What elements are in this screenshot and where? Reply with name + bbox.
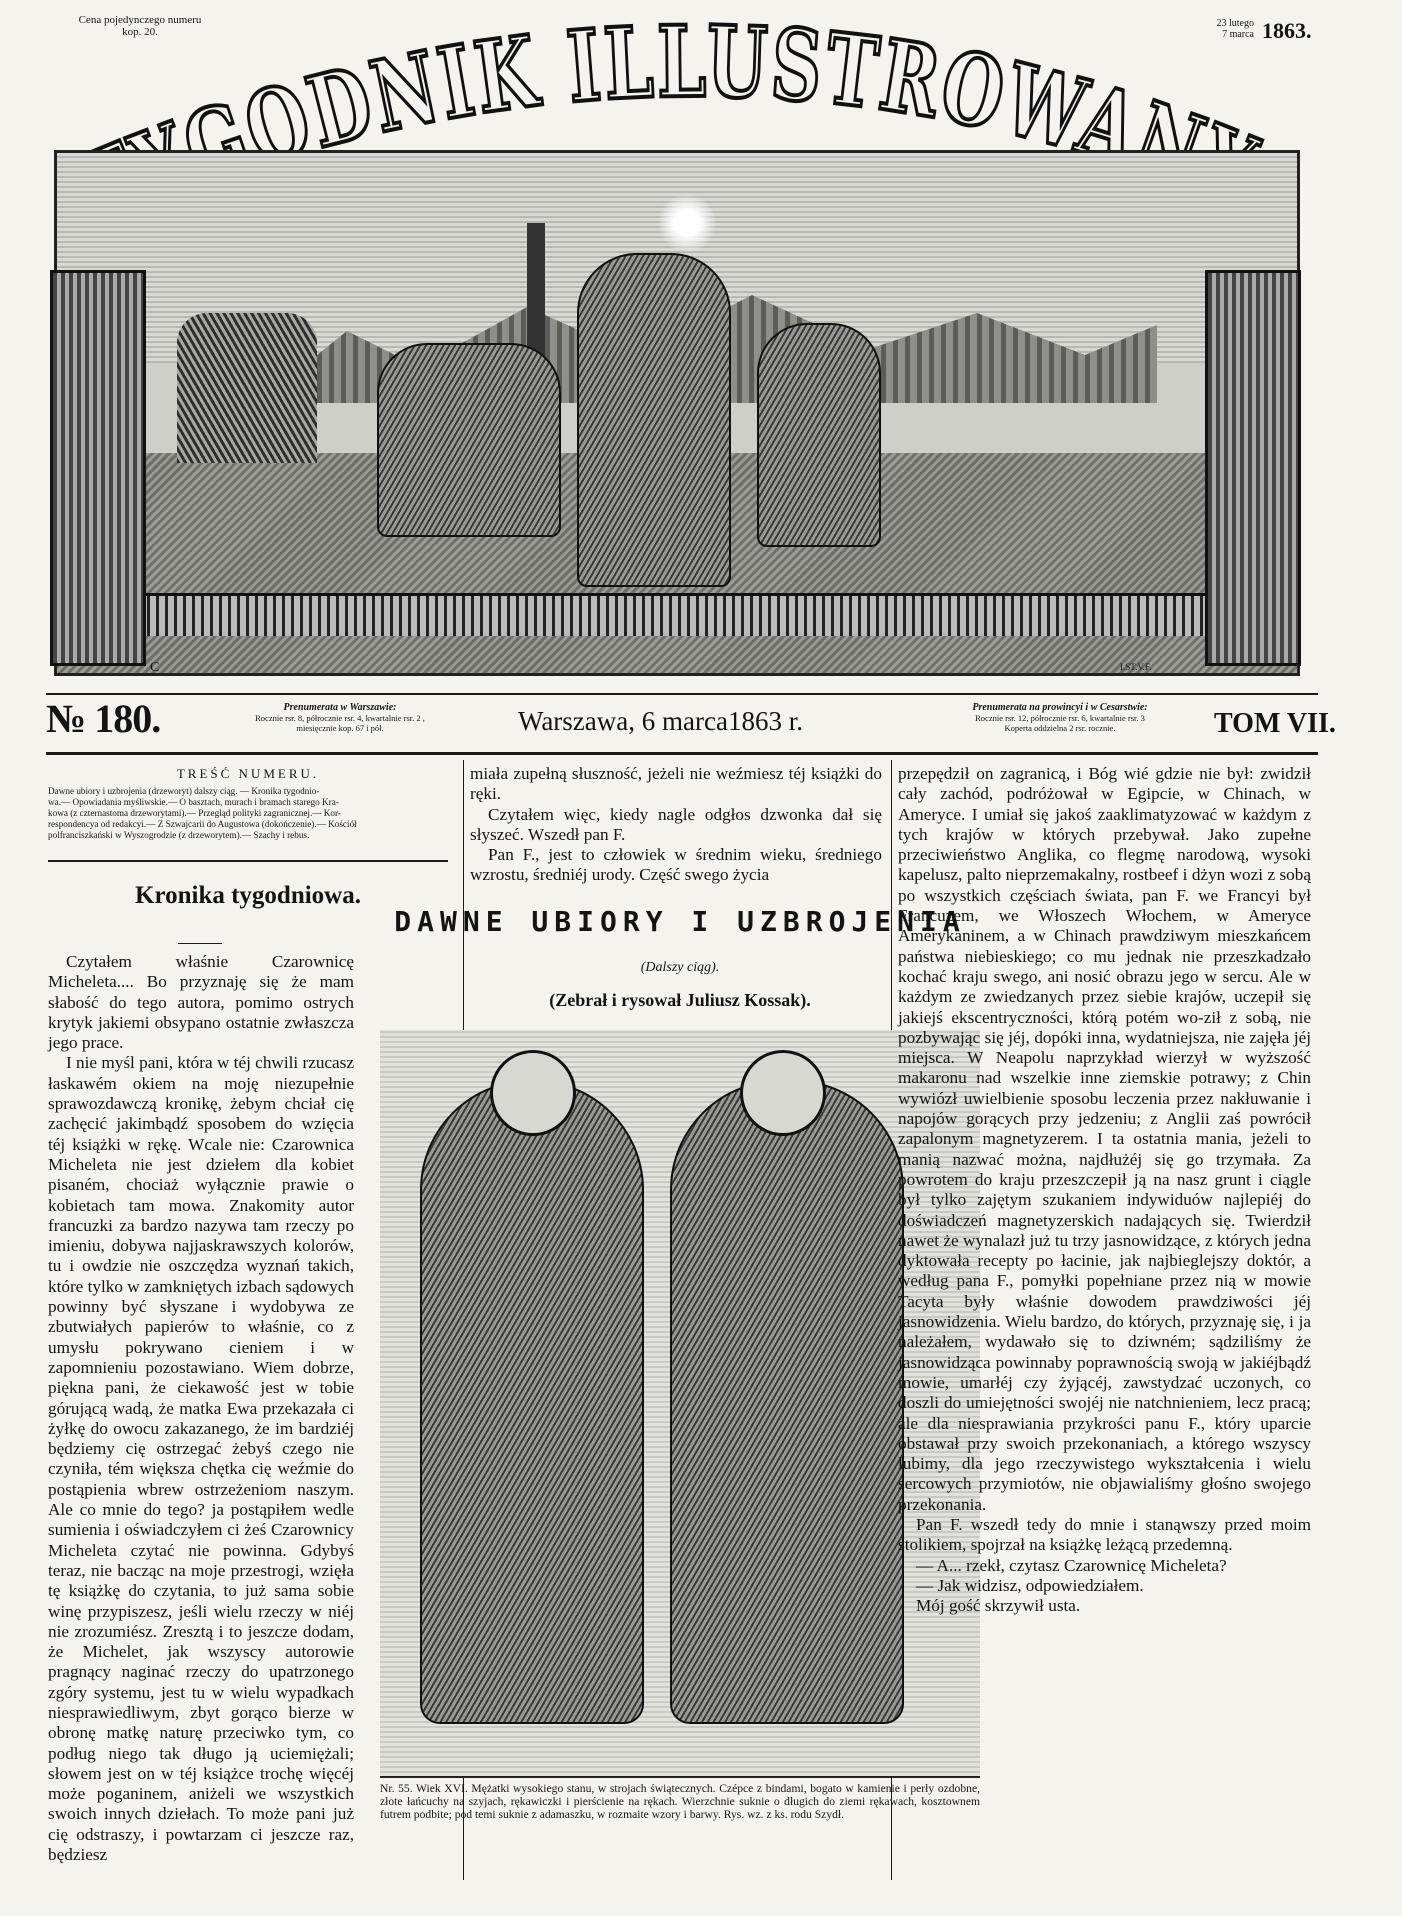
price-notice-line: Cena pojedynczego numeru [78,14,202,26]
allegorical-figure-worker [377,343,561,537]
middle-paragraph: Pan F., jest to człowiek w średnim wieku, średniego wzrostu, średniéj urody. Część swego życia [470,845,882,885]
illustration-base-frieze [57,593,1297,636]
costume-engraving [380,1030,980,1778]
noblewoman-figure-left [420,1080,644,1724]
right-paragraph: — Jak widzisz, odpowiedziałem. [916,1575,1144,1595]
issue-bar-bottom-rule [46,752,1318,755]
masthead-title-text: GODNIK ILLUSTROWA [170,6,1176,209]
right-paragraph: Pan F. wszedł tedy do mnie i stanąwszy przed moim stolikiem, spojrzał na książkę leżącą przedemną. [898,1514,1311,1555]
issue-year: 1863. [1262,18,1312,43]
contents-rule [48,860,448,862]
equestrian-statue-icon [177,313,317,463]
right-paragraph: — A... rzekł, czytasz Czarownicę Micheleta? [916,1555,1227,1575]
engraving-caption: Nr. 55. Wiek XVI. Mężatki wysokiego stanu, w strojach świątecznych. Czépce z bindami, bogato w kamienie i perły ozdobne, złote łańcuchy na szyjach, rękawiczki i pierścienie na rękach. Wierzchnie suknie o długich do ziemi rękawach, kosztownem futrem podbite; pod temi suknie z adamaszku, w rozmaite wzory i barwy. Rys. wz. z ks. rodu Szydł. [380,1782,980,1821]
right-column-text [898,764,1311,1616]
subscription-warsaw-line: Rocznie rsr. 8, półrocznie rsr. 4, kwartalnie rsr. 2 , [255,713,425,723]
masthead-illustration [54,150,1300,676]
chronicle-paragraph: I nie myśl pani, która w téj chwili rzucasz łaskawém okiem na moję niezupełnie sprawozdawczą kronikę, żebym chciał cię zachęcić jakimbądź sposobem do wzięcia téj książki w rękę. Wcale nie: Czarownica Micheleta nie jest dziełem dla kobiet pisaném, chociaż wyłącznie prawie o kobietach tam mowa. Znakomity autor francuzki za bardzo nazywa tam rzeczy po imieniu, dobywa najjaskrawszych kolorów, tu i owdzie nie oszczędza wyznań takich, które tylko w zamkniętych izbach sądowych powinny być słyszane i wydobywa ze zbutwiałych papierów to właśnie, co z umysłu pokrywano cieniem i w zapomnieniu pozostawiano. Wiem dobrze, piękna pani, że ciekawość jest w tobie górującą wadą, że matka Ewa przekazała ci żyłkę do owocu zakazanego, że im bardziéj będziemy cię ostrzegać żebyś czego nie czyniła, tém większa chętka cię weźmie do postąpienia wbrew ostrzeżeniom naszym. Ale co mnie do tego? ja postąpiłem wedle sumienia i oświadczyłem ci żeś Czarownicy Micheleta czytać nie powinna. Gdybyś teraz, nie bacząc na moje przestrogi, wzięła tę książkę do czytania, to już sama sobie winę przypiszesz, jeśli wielu rzeczy w niéj nie zrozumiész. Zresztą i to jeszcze dodam, że Michelet, jak wszyscy autorowie pragnący naginać rzeczy do upatrzonego zgóry systemu, jest tu w wielu wypadkach niesprawiedliwym, zbyt gorąco bierze w obronę matkę naturę przeciwko tym, co podług niego tak długo ją uciemiężali; słowem jest on w téj książce trochę więcéj może poganinem, aniżeli we wszystkich swoich innych dziełach. To może pani już cię odstraszy, i powtarzam ci jeszcze raz, będziesz [48,1053,354,1865]
contents-list [48,786,448,841]
headdress-icon [740,1050,826,1136]
allegorical-figure-center [577,253,731,587]
middle-column-text [470,764,882,886]
subscription-warsaw [250,702,430,733]
table-of-contents [48,766,448,841]
article-continued: (Dalszy ciąg). [640,960,720,975]
chronicle-paragraph: Czytałem właśnie Czarownicę Micheleta.... Bo przyznaję się że mam słabość do tego autora, pomimo ostrych krytyk jakiemi obsypano ostatnie zwłaszcza jego prace. [48,952,354,1053]
article-byline: (Zebrał i rysował Juliusz Kossak). [549,990,811,1010]
middle-paragraph: miała zupełną słuszność, jeżeli nie weźmiesz téj książki do ręki. [470,764,882,804]
contents-line: Dawne ubiory i uzbrojenia (drzeworyt) dalszy ciąg. — Kronika tygodnio- [48,786,320,796]
price-notice-line: kop. 20. [122,26,158,38]
allegorical-figure-lyre [757,323,881,547]
chronicle-short-rule [178,943,222,944]
issue-number: № 180. [46,696,161,741]
chronicle-heading: Kronika tygodniowa. [135,882,361,909]
issue-bar-top-rule [46,693,1318,695]
date-small-line: 23 lutego [1216,18,1254,29]
place-date: Warszawa, 6 marca1863 r. [518,706,803,736]
noblewoman-figure-right [670,1080,904,1724]
subscription-province-line: Rocznie rsr. 12, półrocznie rsr. 6, kwartalnie rsr. 3 [975,713,1145,723]
subscription-warsaw-head: Prenumerata w Warszawie: [283,702,397,713]
engraver-mark-right: I.ST.V.F. [1120,662,1152,672]
left-caryatid-pillar [50,270,146,666]
contents-heading: TREŚĆ NUMERU. [176,766,320,781]
engraver-mark-left: C [150,660,160,675]
subscription-province [920,702,1200,733]
chronicle-text [48,952,354,1865]
right-paragraph: Mój gość skrzywił usta. [916,1596,1081,1616]
article-title: DAWNE UBIORY I UZBROJENIA [394,905,966,938]
contents-line: polfranciszkański w Wyszogrodzie (z drzeworytem).— Szachy i rebus. [48,830,310,840]
headdress-icon [490,1050,576,1136]
date-small-line: 7 marca [1222,29,1254,40]
subscription-warsaw-line: miesięcznie kop. 67 i pół. [296,723,384,733]
middle-paragraph: Czytałem więc, kiedy nagle odgłos dzwonka dał się słyszeć. Wszedł pan F. [470,804,882,844]
subscription-province-head: Prenumerata na prowincyi i w Cesarstwie: [972,702,1148,713]
subscription-province-line: Koperta oddzielna 2 rsr. rocznie. [1004,723,1116,733]
sun-icon [657,193,717,253]
contents-line: respondencya od redakcyi.— Z Szwajcarii do Augustowa (dokończenie).— Kościół [48,819,357,829]
volume-label: TOM VII. [1214,708,1336,739]
right-caryatid-pillar [1205,270,1301,666]
contents-line: wa.— Opowiadania myśliwskie.— O basztach, murach i bramach starego Kra- [48,797,339,807]
contents-line: kowa (z czternastoma drzeworytami).— Przegląd polityki zagranicznej.— Kor- [48,808,341,818]
right-paragraph: przepędził on zagranicą, i Bóg wié gdzie nie był: zwidził cały zachód, podróżował w Egipcie, w Chinach, w Ameryce. I umiał się jakoś zaaklimatyzować w każdym z tych krajów w których przebywał. Jako zupełne przeciwieństwo Anglika, co flegmę narodową, wysoki kapelusz, palto nieprzemakalny, rostbeef i dżyn wozi z sobą po wszystkich częściach świata, pan F. we Francyi był Francuzem, we Włoszech Włochem, w Ameryce Amerykaninem, a w Chinach prawdziwym mieszkańcem państwa niebieskiego; co mu jednak nie przeszkadzało kochać kraju swego, ani nosić obrazu jego w sercu. Ale w każdym ze zwiedzanych przez siebie krajów, uczepił się jakiejś ekscentryczności, którą potém wo-ził z sobą, nie pozbywając się jéj, dopóki inna, wydatniejsza, nie zajęła jéj miejsca. W Neapolu naprzykład wierzył w wyższość makaronu nad wszelkie inne ziemskie potrawy; z Chin wywiózł uwielbienie sposobu leczenia przez nakłuwanie i napojów gorących przy jedzeniu; z Anglii zaś powrócił zapalonym magnetyzerem. I ta ostatnia mania, jeżeli to manią nazwać można, najdłużéj się go trzymała. Za powrotem do kraju przeszczepił ją na nasz grunt i ciągle był tylko zajętym szukaniem indywiduów najlepiéj do doświadczeń magnetyzerskich nadających się. Twierdził nawet że wynalazł już tu trzy jasnowidzące, z których jedna dyktowała recepty po łacinie, jak najbieglejszy doktór, a według pana F., pomyłki popełniane przez nią w mowie Tacyta były właśnie dowodem prawdziwości jéj jasnowidzenia. Wielu bardzo, do których, przyznaję się, i ja należałem, wydawało się to dziwném; sądziliśmy że jasnowidząca powinnaby poprawnością swoją w jakiéjbądź mowie, umarłéj czy żyjącéj, zawstydzać uczonych, co doszli do umiejętności swojéj nie natchnieniem, lecz pracą; ale dla niesprawiania przykrości panu F., który uparcie obstawał przy swoich przekonaniach, a którego wszyscy lubimy, dla jego rzeczywistego wykształcenia i wielu sercowych przymiotów, nie objawialiśmy głośno swojego przekonania. [898,764,1311,1514]
